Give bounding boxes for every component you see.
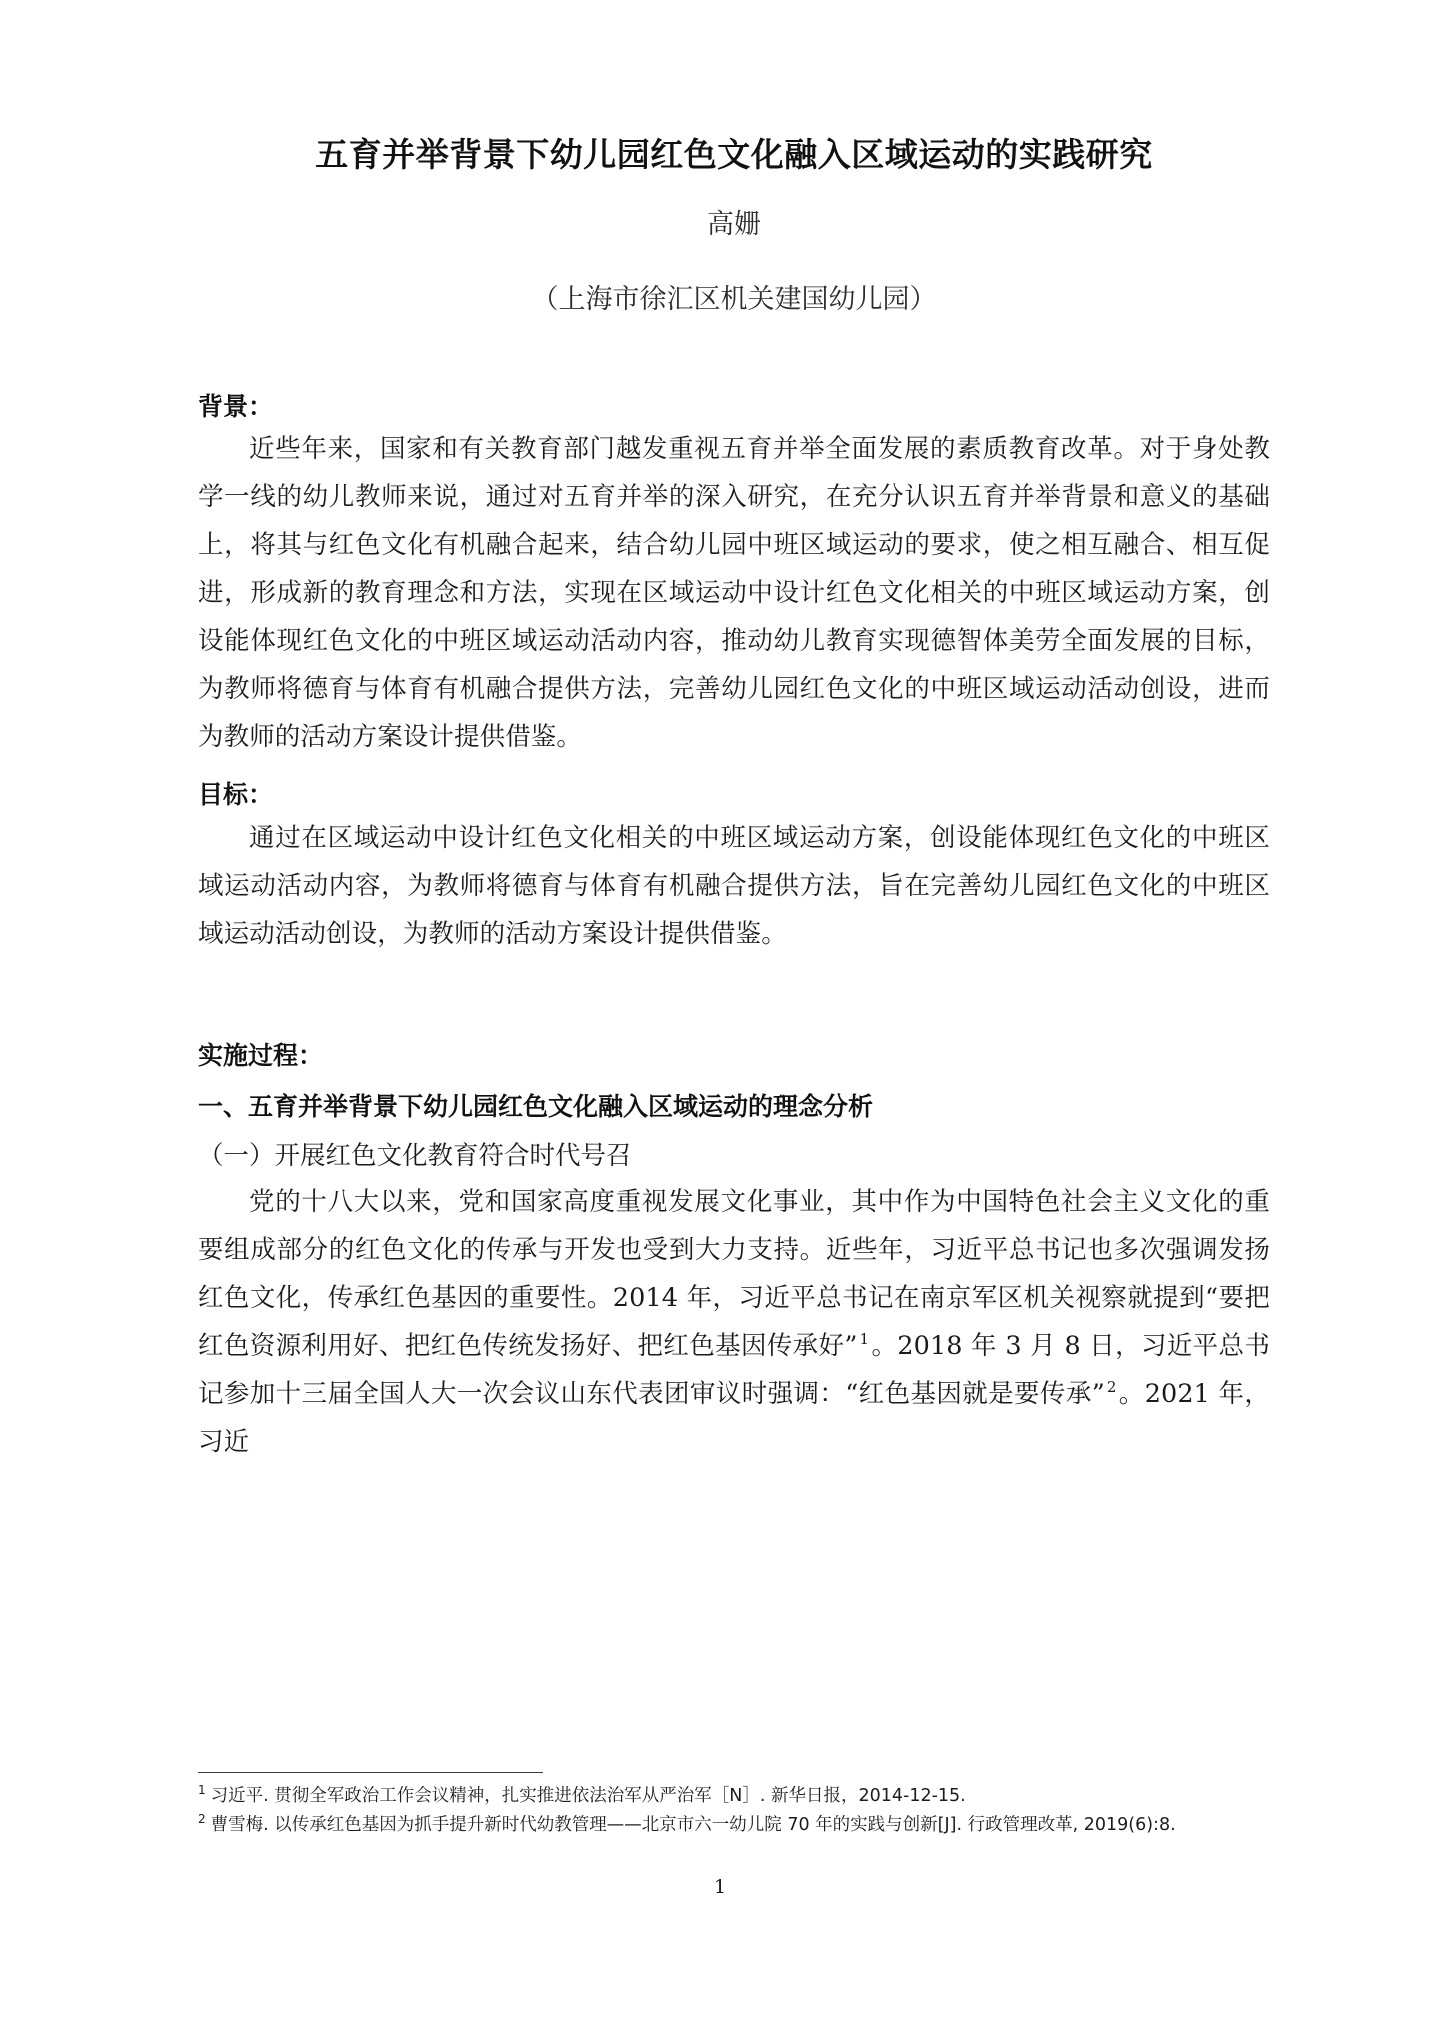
heading-level-1: 一、五育并举背景下幼儿园红色文化融入区域运动的理念分析 bbox=[198, 1091, 874, 1121]
section-label-background: 背景： bbox=[198, 392, 274, 422]
section-label-goal: 目标： bbox=[198, 780, 274, 810]
paragraph-process-part-2: 。2018 年 3 月 8 日，习近平总书记参加十三届全国人大一次会议山东代表团审议时强调：“红色基因就是要传承” bbox=[198, 1330, 1270, 1409]
footnote-reference-1[interactable]: 1 bbox=[859, 1330, 870, 1349]
footnote-marker: 2 bbox=[198, 1812, 206, 1827]
paragraph-goal: 通过在区域运动中设计红色文化相关的中班区域运动方案，创设能体现红色文化的中班区域运动活动内容，为教师将德育与体育有机融合提供方法，旨在完善幼儿园红色文化的中班区域运动活动创设，为教师的活动方案设计提供借鉴。 bbox=[198, 822, 1270, 949]
section-label-process: 实施过程： bbox=[198, 1040, 324, 1070]
heading-level-2: （一）开展红色文化教育符合时代号召 bbox=[198, 1141, 632, 1172]
footnote-separator-rule bbox=[198, 1772, 543, 1773]
page-number: 1 bbox=[713, 1876, 727, 1898]
paragraph-background: 近些年来，国家和有关教育部门越发重视五育并举全面发展的素质教育改革。对于身处教学一线的幼儿教师来说，通过对五育并举的深入研究，在充分认识五育并举背景和意义的基础上，将其与红色文化有机融合起来，结合幼儿园中班区域运动的要求，使之相互融合、相互促进，形成新的教育理念和方法，实现在区域运动中设计红色文化相关的中班区域运动方案，创设能体现红色文化的中班区域运动活动内容，推动幼儿教育实现德智体美劳全面发展的目标，为教师将德育与体育有机融合提供方法，完善幼儿园红色文化的中班区域运动活动创设，进而为教师的活动方案设计提供借鉴。 bbox=[198, 434, 1270, 753]
paragraph-process-part-3: 。2021 年，习近 bbox=[198, 1378, 1270, 1457]
footnote-area bbox=[198, 1772, 1270, 1840]
footnote-text: 曹雪梅. 以传承红色基因为抓手提升新时代幼教管理——北京市六一幼儿院 70 年的实践与创新[J]. 行政管理改革, 2019(6):8. bbox=[210, 1815, 1176, 1835]
author-affiliation: （上海市徐汇区机关建国幼儿园） bbox=[531, 283, 937, 315]
footnote-reference-2[interactable]: 2 bbox=[1106, 1378, 1117, 1397]
paragraph-process bbox=[198, 1178, 1270, 1466]
footnote-marker: 1 bbox=[198, 1783, 206, 1798]
footnote-item bbox=[198, 1811, 1270, 1840]
footnote-item bbox=[198, 1782, 1270, 1811]
footnote-text: 习近平. 贯彻全军政治工作会议精神，扎实推进依法治军从严治军［N］. 新华日报，2014-12-15. bbox=[210, 1786, 966, 1806]
page-content bbox=[198, 0, 1270, 1466]
author-name: 高姗 bbox=[707, 208, 761, 240]
page-title: 五育并举背景下幼儿园红色文化融入区域运动的实践研究 bbox=[315, 135, 1153, 174]
paragraph-process-part-1: 党的十八大以来，党和国家高度重视发展文化事业，其中作为中国特色社会主义文化的重要组成部分的红色文化的传承与开发也受到大力支持。近些年，习近平总书记也多次强调发扬红色文化，传承红色基因的重要性。2014 年，习近平总书记在南京军区机关视察就提到“要把红色资源利用好、把红色传统发扬好、把红色基因传承好” bbox=[198, 1186, 1270, 1361]
